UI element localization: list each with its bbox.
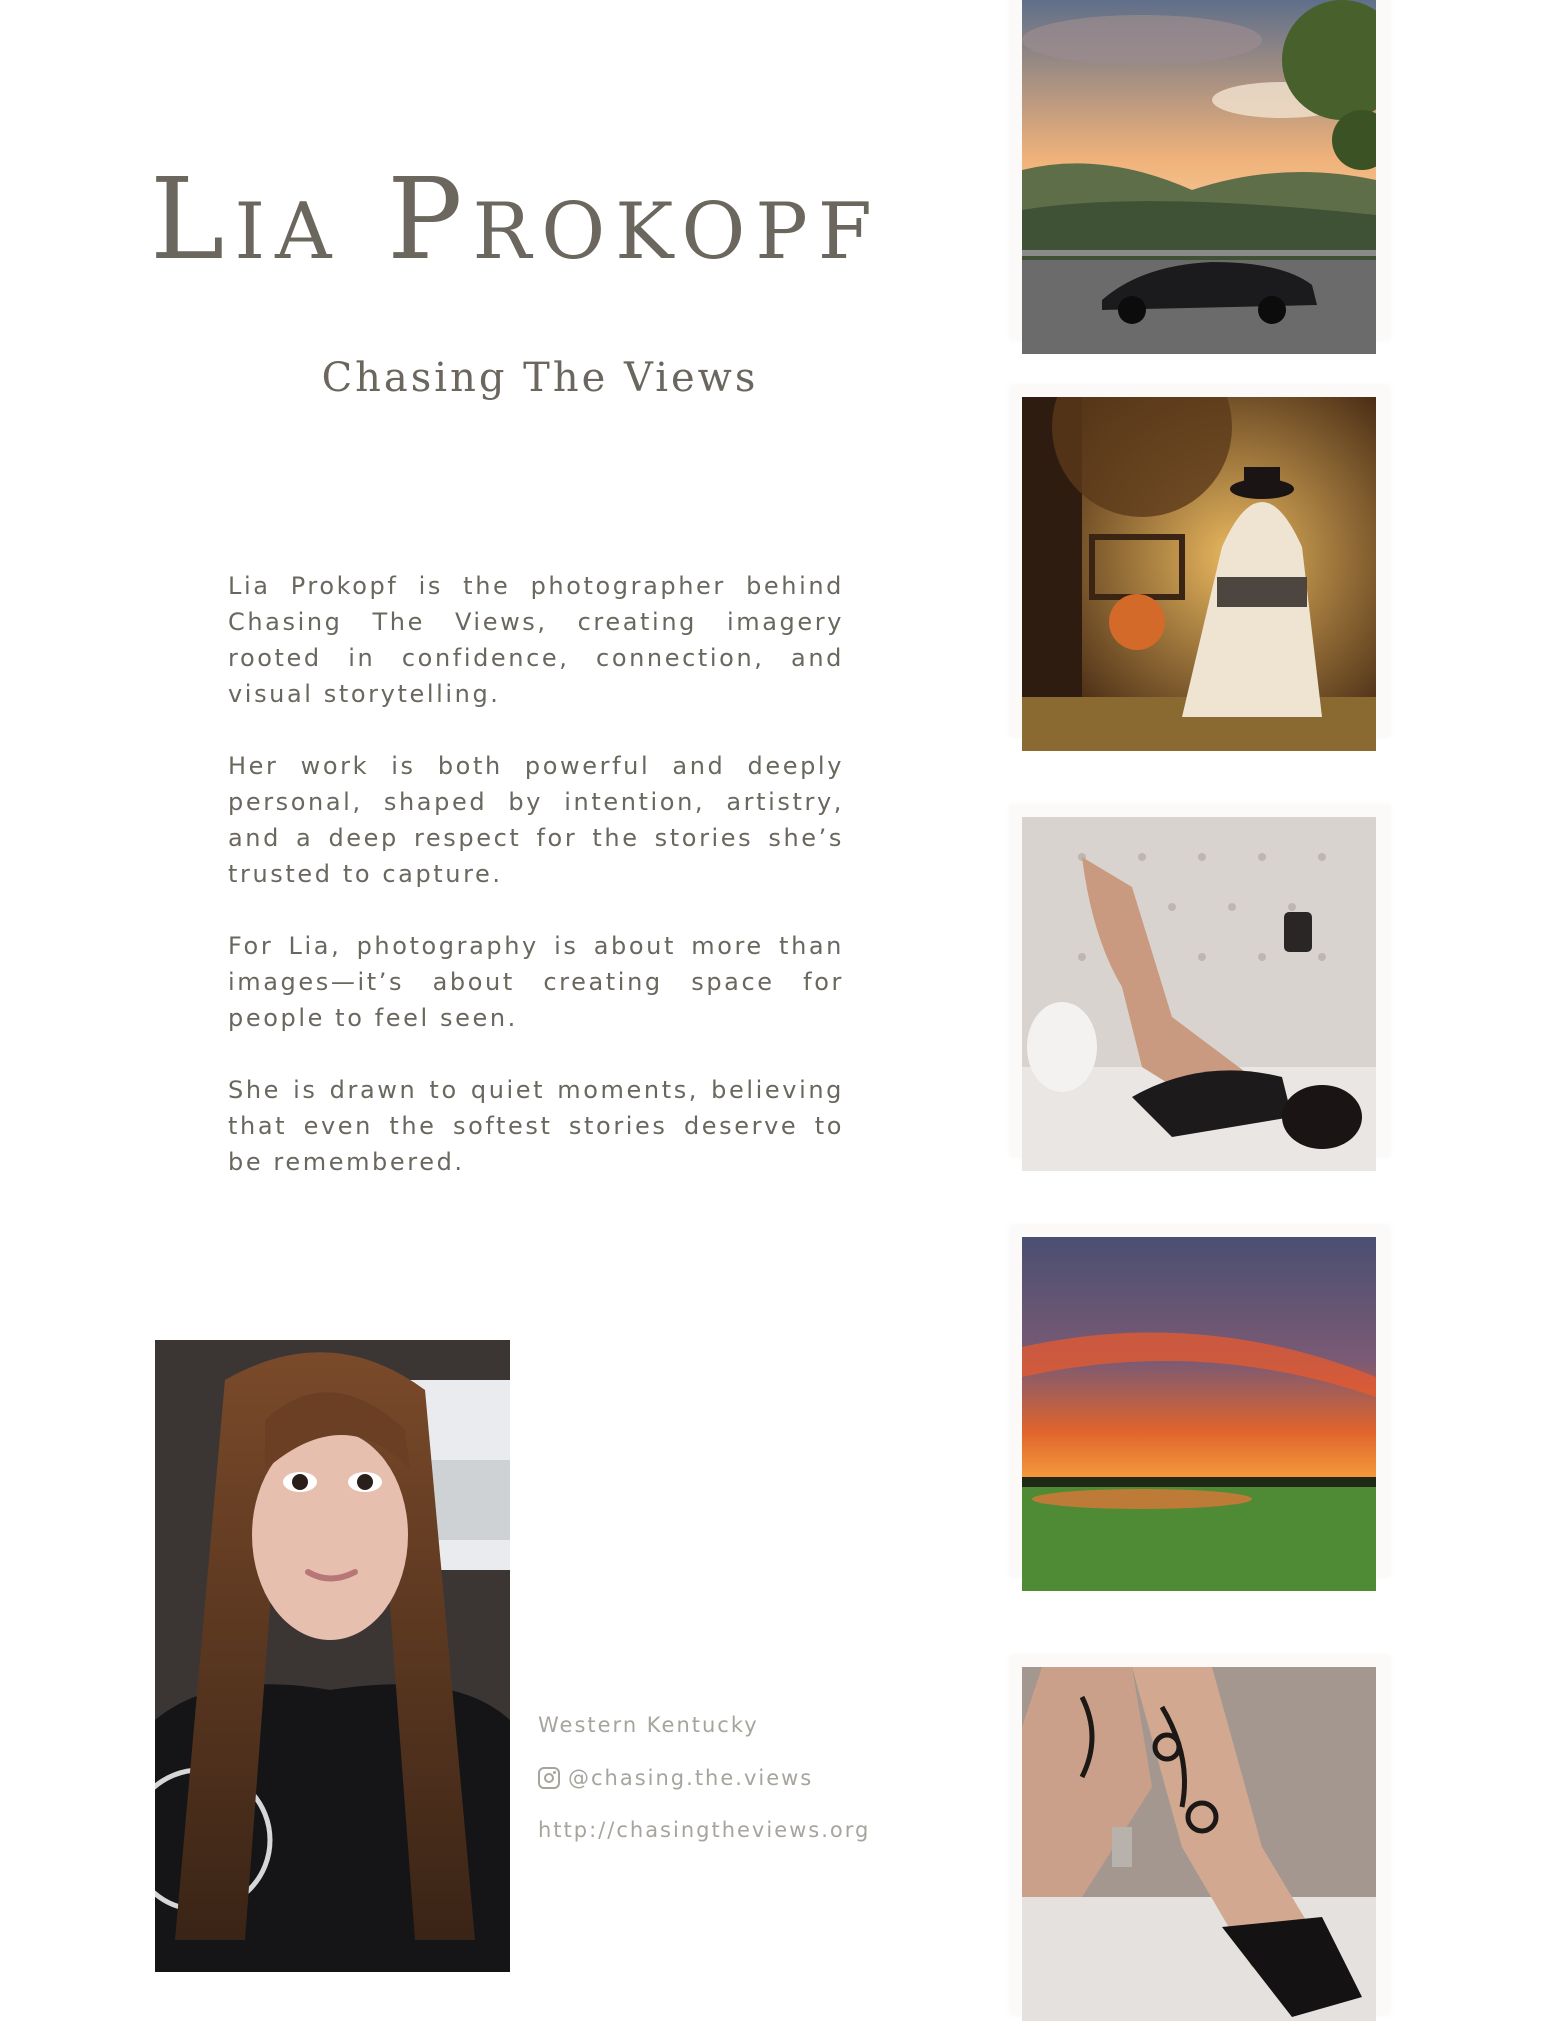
contact-website-link[interactable]: http://chasingtheviews.org [538,1818,871,1842]
gallery-photo-sunset-field [1010,1225,1390,1577]
gallery-photo-tattoo-legs [1010,1655,1390,2015]
portrait-photo [155,1340,510,1972]
page-subtitle: Chasing The Views [321,355,759,401]
bio-paragraph-1: Lia Prokopf is the photographer behind Chasing The Views, creating imagery rooted in confidence, connection, and visual storytelling. [228,572,844,708]
contact-instagram[interactable] [538,1766,813,1790]
bio-paragraph-2: Her work is both powerful and deeply personal, shaped by intention, artistry, and a deep respect for the stories she’s trusted to capture. [228,752,844,888]
gallery-photo-ghost-reading [1010,385,1390,737]
instagram-icon [538,1767,560,1789]
instagram-handle[interactable]: @chasing.the.views [568,1766,814,1790]
page-title: Lia Prokopf [150,155,882,285]
gallery-photo-boudoir-bed [1010,805,1390,1157]
gallery-photo-mountain-car [1010,0,1390,340]
bio-paragraph-4: She is drawn to quiet moments, believing that even the softest stories deserve to be remembered. [228,1076,844,1176]
bio-paragraph-3: For Lia, photography is about more than images—it’s about creating space for people to feel seen. [228,932,844,1032]
contact-location: Western Kentucky [538,1713,759,1737]
